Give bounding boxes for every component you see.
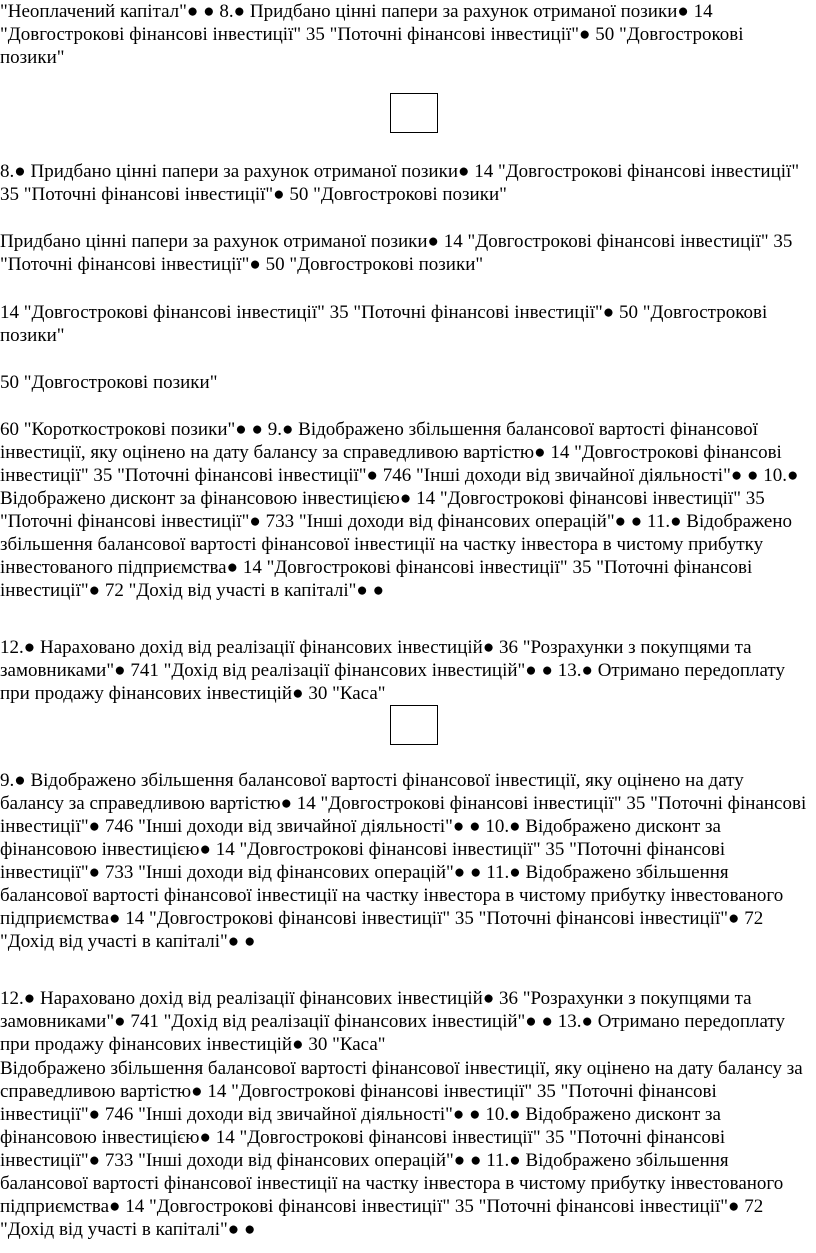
- text-block-10: Відображено збільшення балансової вартості фінансової інвестиції, яку оцінено на дату балансу за справедливою вартістю● 14 "Довгострокові фінансові інвестиції" 35 "Поточні фінансові інвестиції"● 746 "Інші доходи від звичайної діяльності"● ● 10.● Відображено дисконт за фінансовою інвестицією● 14 "Довгострокові фінансові інвестиції" 35 "Поточні фінансові інвестиції"● 733 "Інші доходи від фінансових операцій"● ● 11.● Відображено збільшення балансової вартості фінансової інвестиції на частку інвестора в чистому прибутку інвестованого підприємства● 14 "Довгострокові фінансові інвестиції" 35 "Поточні фінансові інвестиції"● 72 "Дохід від участі в капіталі"● ●: [0, 1058, 803, 1240]
- text-block-8: 9.● Відображено збільшення балансової вартості фінансової інвестиції, яку оцінено на дату балансу за справедливою вартістю● 14 "Довгострокові фінансові інвестиції" 35 "Поточні фінансові інвестиції"● 746 "Інші доходи від звичайної діяльності"● ● 10.● Відображено дисконт за фінансовою інвестицією● 14 "Довгострокові фінансові інвестиції" 35 "Поточні фінансові інвестиції"● 733 "Інші доходи від фінансових операцій"● ● 11.● Відображено збільшення балансової вартості фінансової інвестиції на частку інвестора в чистому прибутку інвестованого підприємства● 14 "Довгострокові фінансові інвестиції" 35 "Поточні фінансові інвестиції"● 72 "Дохід від участі в капіталі"● ●: [0, 770, 807, 952]
- text-block-5: 50 "Довгострокові позики": [0, 372, 218, 393]
- empty-image-box-1: [390, 93, 438, 133]
- text-block-6: 60 "Короткострокові позики"● ● 9.● Відображено збільшення балансової вартості фінансової інвестиції, яку оцінено на дату балансу за справедливою вартістю● 14 "Довгострокові фінансові інвестиції" 35 "Поточні фінансові інвестиції"● 746 "Інші доходи від звичайної діяльності"● ● 10.● Відображено дисконт за фінансовою інвестицією● 14 "Довгострокові фінансові інвестиції" 35 "Поточні фінансові інвестиції"● 733 "Інші доходи від фінансових операцій"● ● 11.● Відображено збільшення балансової вартості фінансової інвестиції на частку інвестора в чистому прибутку інвестованого підприємства● 14 "Довгострокові фінансові інвестиції" 35 "Поточні фінансові інвестиції"● 72 "Дохід від участі в капіталі"● ●: [0, 419, 799, 601]
- text-block-7: 12.● Нараховано дохід від реалізації фінансових інвестицій● 36 "Розрахунки з покупцями та замовниками"● 741 "Дохід від реалізації фінансових інвестицій"● ● 13.● Отримано передоплату при продажу фінансових інвестицій● 30 "Каса": [0, 637, 785, 704]
- text-block-3: Придбано цінні папери за рахунок отриманої позики● 14 "Довгострокові фінансові інвестиції" 35 "Поточні фінансові інвестиції"● 50 "Довгострокові позики": [0, 231, 793, 275]
- text-block-9: 12.● Нараховано дохід від реалізації фінансових інвестицій● 36 "Розрахунки з покупцями та замовниками"● 741 "Дохід від реалізації фінансових інвестицій"● ● 13.● Отримано передоплату при продажу фінансових інвестицій● 30 "Каса": [0, 988, 785, 1055]
- text-block-1: "Неоплачений капітал"● ● 8.● Придбано цінні папери за рахунок отриманої позики● 14 "Довгострокові фінансові інвестиції" 35 "Поточні фінансові інвестиції"● 50 "Довгострокові позики": [0, 1, 744, 68]
- text-block-4: 14 "Довгострокові фінансові інвестиції" 35 "Поточні фінансові інвестиції"● 50 "Довгострокові позики": [0, 302, 768, 346]
- empty-image-box-2: [390, 705, 438, 745]
- text-block-2: 8.● Придбано цінні папери за рахунок отриманої позики● 14 "Довгострокові фінансові інвестиції" 35 "Поточні фінансові інвестиції"● 50 "Довгострокові позики": [0, 161, 800, 205]
